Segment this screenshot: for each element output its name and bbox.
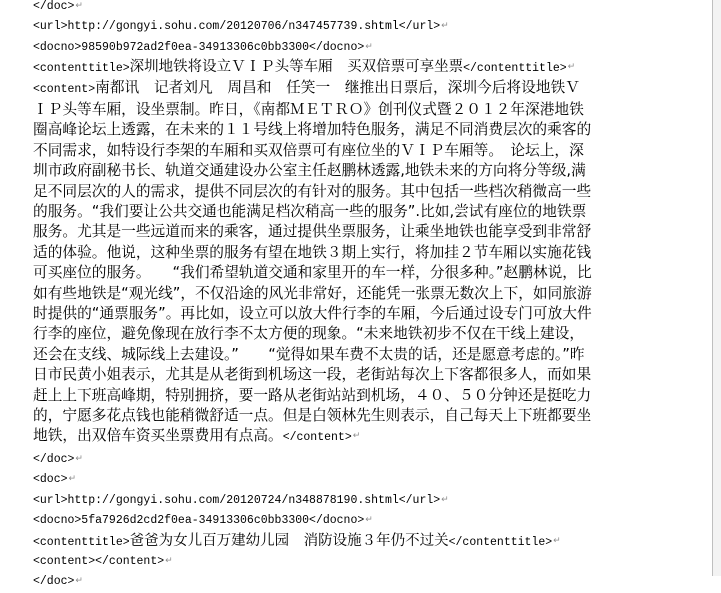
document-body — [33, 0, 593, 592]
content-close-tag: </content> — [282, 431, 352, 445]
url-text: <url>http://gongyi.sohu.com/20120706/n347457739.shtml</url> — [33, 20, 441, 34]
paragraph-mark-icon: ↵ — [567, 62, 576, 73]
docno-line — [33, 37, 593, 57]
tag-text: </doc> — [33, 575, 75, 589]
doc-open-tag — [33, 0, 593, 16]
paragraph-mark-icon: ↵ — [165, 556, 173, 567]
contenttitle-open-tag: <contenttitle> — [33, 535, 130, 549]
tag-text: </doc> — [33, 0, 75, 14]
doc-open-tag-2 — [33, 469, 593, 489]
content-line-2 — [33, 551, 593, 571]
url-line — [33, 16, 593, 36]
scroll-gutter — [713, 0, 721, 576]
paragraph-mark-icon: ↵ — [441, 21, 449, 32]
paragraph-mark-icon: ↵ — [75, 1, 83, 11]
content-paragraph — [33, 78, 593, 450]
paragraph-mark-icon: ↵ — [75, 454, 83, 465]
contenttitle-close-tag: </contenttitle> — [463, 62, 567, 76]
content-tags-text: <content></content> — [33, 555, 165, 569]
paragraph-mark-icon: ↵ — [75, 576, 83, 587]
doc-close-tag — [33, 449, 593, 469]
docno-line-2 — [33, 510, 593, 530]
contenttitle-text: 爸爸为女儿百万建幼儿园 消防设施３年仍不过关 — [129, 532, 449, 549]
url-text: <url>http://gongyi.sohu.com/20120724/n348878190.shtml</url> — [33, 494, 441, 508]
paragraph-mark-icon: ↵ — [441, 494, 449, 505]
docno-text: <docno>98590b972ad2f0ea-34913306c0bb3300</docno> — [33, 41, 365, 55]
contenttitle-text: 深圳地铁将设立ＶＩＰ头等车厢 买双倍票可享坐票 — [129, 59, 464, 76]
content-open-tag: <content> — [33, 82, 96, 96]
contenttitle-line — [33, 57, 593, 77]
paragraph-mark-icon: ↵ — [68, 474, 77, 485]
doc-close-tag-2 — [33, 571, 593, 591]
paragraph-mark-icon: ↵ — [365, 41, 373, 52]
paragraph-mark-icon: ↵ — [553, 535, 561, 546]
paragraph-mark-icon: ↵ — [365, 515, 373, 526]
paragraph-mark-icon: ↵ — [352, 431, 361, 442]
tag-text: <doc> — [33, 473, 68, 487]
contenttitle-close-tag: </contenttitle> — [448, 535, 553, 549]
contenttitle-open-tag: <contenttitle> — [33, 62, 130, 76]
docno-text: <docno>5fa7926d2cd2f0ea-34913306c0bb3300</docno> — [33, 514, 365, 528]
tag-text: </doc> — [33, 453, 75, 467]
contenttitle-line-2 — [33, 531, 593, 551]
url-line-2 — [33, 490, 593, 510]
content-body-text: 南都讯 记者刘凡 周昌和 任笑一 继推出日票后，深圳今后将设地铁ＶＩＰ头等车厢，设坐票制。昨日，《南都ＭＥＴＲＯ》创刊仪式暨２０１２年深港地铁圈高峰论坛上透露，在未来的１１号线上将增加特色服务，满足不同消费层次的乘客的不同需求，如特设行李架的车厢和买双倍票可有座位坐的ＶＩＰ车厢等。 论坛上，深圳市政府副秘书长、轨道交通建设办公室主任赵鹏林透露,地铁未来的方向将分等级,满足不同层次的人的需求，提供不同层次的有针对的服务。其中包括一些档次稍微高一些的服务。“我们要让公共交通也能满足档次稍高一些的服务”.比如,尝试有座位的地铁票服务。尤其是一些远道而来的乘客，通过提供坐票服务，让乘坐地铁也能享受到非常舒适的体验。他说，这种坐票的服务有望在地铁３期上实行，将加挂２节车厢以实施花钱可买座位的服务。 “我们希望轨道交通和家里开的车一样，分很多种。”赵鹏林说，比如有些地铁是“观光线”，不仅沿途的风光非常好，还能凭一张票无数次上下，如同旅游时提供的“通票服务”。再比如，设立可以放大件行李的车厢，今后通过设专门可放大件行李的座位，避免像现在放行李不太方便的现象。“未来地铁初步不仅在干线上建设，还会在支线、城际线上去建设。” “觉得如果车费不太贵的话，还是愿意考虑的。”昨日市民黄小姐表示，尤其是从老街到机场这一段，老街站每次上下客都很多人，而如果赶上上下班高峰期，特别拥挤，要一路从老街站站到机场，４０、５０分钟还是挺吃力的，宁愿多花点钱也能稍微舒适一点。但是白领林先生则表示，自己每天上下班都要坐地铁，出双倍车资买坐票费用有点高。 — [33, 78, 592, 445]
